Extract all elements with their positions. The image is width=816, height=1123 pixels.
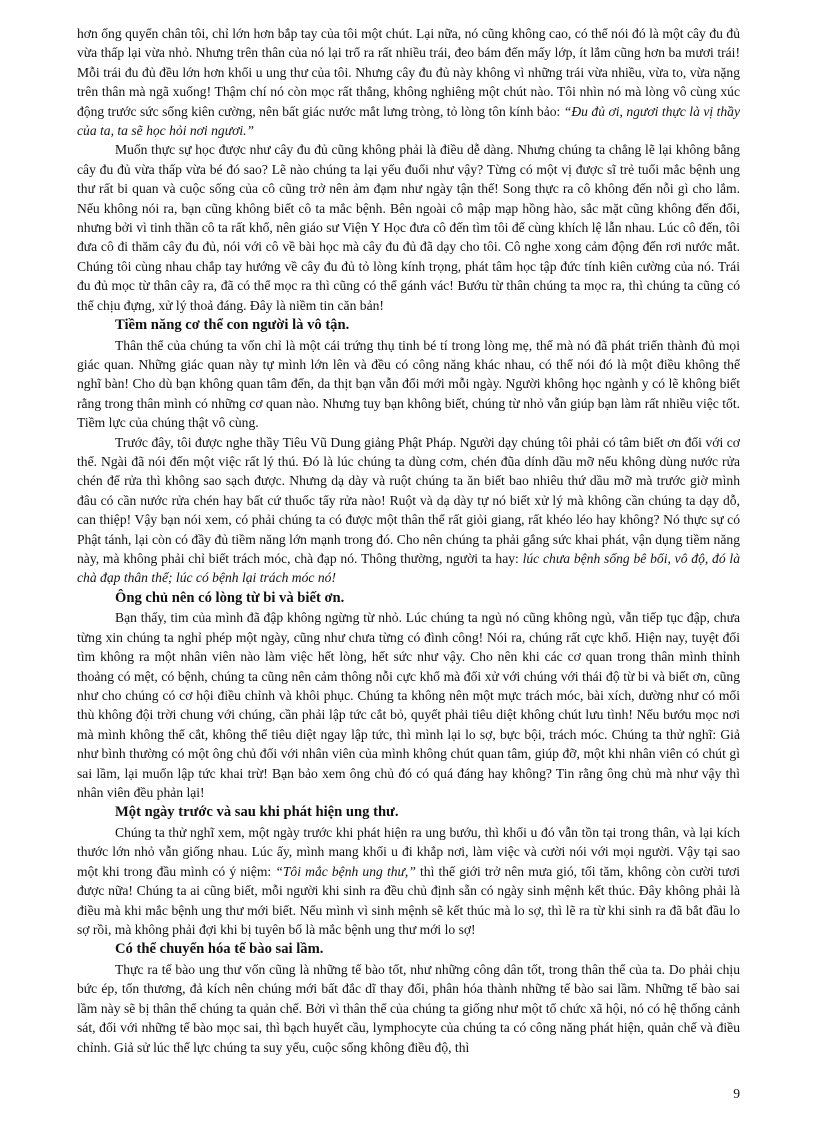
paragraph [77, 823, 740, 939]
paragraph-text: Chúng ta thử nghĩ xem, một ngày trước khi phát hiện ra ung bướu, thì khối u đó vẫn tồn tại trong thân, và lại kích thước lớn nhỏ vẫn giống nhau. Lúc ấy, mình mang khối u đi khắp nơi, làm việc và cười nói với mọi người. Vậy tại sao một khi trong đầu mình có ý niệm: [77, 824, 740, 879]
italic-quote: lúc chưa bệnh sống bê bối, vô độ, đó là chà đạp thân thể; lúc có bệnh lại trách móc nó! [77, 551, 740, 586]
paragraph [77, 336, 740, 433]
paragraph [77, 24, 740, 140]
paragraph-text: Thực ra tế bào ung thư vốn cũng là những tế bào tốt, như những công dân tốt, trong thân thể của ta. Do phải chịu bức ép, tổn thương, đả kích nên chúng mới bất đắc dĩ thay đổi, phân hóa thành những tế bào sai lầm. Những tế bào sai lầm này sẽ bị thân thể chúng ta quản chế. Bởi vì thân thể của chúng ta giống như một tổ chức xã hội, nó có hệ thống cảnh sát, đối với những tế bào mọc sai, thì bạch huyết cầu, lymphocyte của chúng ta có công năng phát hiện, quản chế và điều chỉnh. Giả sử lúc thể lực chúng ta suy yếu, cuộc sống không điều độ, thì [77, 961, 740, 1055]
document-body [77, 24, 740, 1057]
paragraph-text: Bạn thấy, tim của mình đã đập không ngừng từ nhỏ. Lúc chúng ta ngủ nó cũng không ngủ, vẫn tiếp tục đập, chưa từng xin chúng ta nghỉ phép một ngày, cũng như chưa từng có đình công! Nói ra, chúng rất cực khổ. Hiện nay, tuyệt đối tìm không ra một nhân viên nào làm việc hết lòng, hết sức như vậy. Cho nên khi các cơ quan trong thân mình thỉnh thoảng có mệt, có bệnh, chúng ta cũng nên cảm thông nỗi cực khổ mà đối xử với chúng với thái độ từ bi và biết ơn, cũng như cho chúng có cơ hội điều chỉnh và khôi phục. Chúng ta không nên một mực trách móc, bài xích, dường như có mối thù không đội trời chung với chúng, cần phải lập tức cắt bỏ, quyết phải tiêu diệt không chút lưu tình! Nếu bướu mọc nơi mà mình không thể cắt, không thể tiêu diệt ngay lập tức, thì mình lại lo sợ, bực bội, trách móc. Chúng ta thử nghĩ: Giả như bình thường có một ông chủ đối với nhân viên của mình không chút quan tâm, giúp đỡ, một khi nhân viên có chút gì sai lầm, lại muốn lập tức khai trừ! Bạn bảo xem ông chủ đó có quá đáng hay không? Tin rằng ông chủ mà như vậy thì nhân viên đều phản lại! [77, 610, 740, 801]
section-heading: Tiềm năng cơ thể con người là vô tận. [115, 317, 350, 334]
paragraph [77, 608, 740, 802]
section-heading: Có thể chuyển hóa tế bào sai lầm. [115, 941, 324, 958]
paragraph-text: hơn ống quyển chân tôi, chỉ lớn hơn bắp tay của tôi một chút. Lại nữa, nó cũng không cao, có thể nói đó là một cây đu đủ vừa thấp lại vừa nhỏ. Nhưng trên thân của nó lại trổ ra rất nhiều trái, đeo bám đến mấy lớp, ít lắm cũng hơn ba mươi trái! Mỗi trái đu đủ đều lớn hơn khối u ung thư của tôi. Nhưng cây đu đủ này không vì những trái vừa nhiều, vừa to, vừa nặng trên thân mà ngã xuống! Thậm chí nó còn mọc rất thẳng, không nghiêng một chút nào. Tôi nhìn nó mà lòng vô cùng xúc động trước sức sống kiên cường, nên bất giác nước mắt lưng tròng, tỏ lòng tôn kính bảo: [77, 26, 740, 119]
paragraph [77, 960, 740, 1057]
paragraph [77, 433, 740, 588]
paragraph-text: Muốn thực sự học được như cây đu đủ cũng không phải là điều dễ dàng. Nhưng chúng ta chẳng lẽ lại không bằng cây đu đủ vừa thấp vừa bé đó sao? Lẽ nào chúng ta lại yếu đuối như vậy? Từng có một vị được sĩ trẻ tuổi mắc bệnh ung thư rất bi quan và cuộc sống của cô cũng trở nên ảm đạm như ngày tận thế! Song thực ra cô không đến nỗi gì cho lắm. Nếu không nói ra, bạn cũng không biết cô ta mắc bệnh. Bên ngoài cô mập mạp hồng hào, sắc mặt cũng không đến đổi, nhưng bởi vì tinh thần cô ta rất khổ, nên giáo sư Viện Y Học đưa cô đến tìm tôi để cùng khích lệ lẫn nhau. Lúc cô đến, tôi đưa cô đi thăm cây đu đủ, nói với cô về bài học mà cây đu đủ đã dạy cho tôi. Cô nghe xong cảm động đến rơi nước mắt. Chúng tôi cùng nhau chắp tay hướng về cây đu đủ tỏ lòng kính trọng, phát tâm học tập đức tính kiên cường của nó. Trái đu đủ mọc từ thân cây ra, đã có thể mọc ra thì cũng có thể gánh vác! Bướu từ thân chúng ta mọc ra, thì chúng ta cũng có thể chịu đựng, xử lý thoả đáng. Đây là niềm tin căn bản! [77, 142, 740, 313]
paragraph-text: thì thế giới trở nên mưa gió, tối tăm, không còn cười tươi được nữa! Chúng ta ai cũng biết, mỗi người khi sinh ra đều chủ định sẵn có ngày sinh mệnh kết thúc. Đây không phải là điều mà khi mắc bệnh ung thư mới biết. Nếu mình vì sinh mệnh sẽ kết thúc mà lo sợ, thì lẽ ra từ khi sinh ra đã bắt đầu lo sợ rồi, mà không phải đợi khi bị tuyên bố là mắc bệnh ung thư mới lo sợ! [77, 863, 740, 937]
italic-quote: “Tôi mắc bệnh ung thư,” [275, 863, 416, 879]
italic-quote: “Đu đủ ơi, ngươi thực là vị thầy của ta, ta sẽ học hỏi nơi ngươi.” [77, 103, 740, 139]
paragraph-text: Thân thể của chúng ta vốn chỉ là một cái trứng thụ tinh bé tí trong lòng mẹ, thế mà nó đã phát triển thành đủ mọi giác quan. Những giác quan này tự mình lớn lên và đều có công năng khác nhau, có thể nói đó là một điều không thể nghĩ bàn! Cho dù bạn không quan tâm đến, da thịt bạn vẫn đổi mới mỗi ngày. Người không học ngành y có lẽ không biết rằng trong thân mình có những cơ quan nào. Nhưng tuy bạn không biết, chúng từ nhỏ vẫn giúp bạn làm rất nhiều việc tốt. Tiềm lực của chúng thật vô cùng. [77, 337, 740, 431]
page-number: 9 [733, 1086, 740, 1101]
paragraph-text: Trước đây, tôi được nghe thầy Tiêu Vũ Dung giảng Phật Pháp. Người dạy chúng tôi phải có tâm biết ơn đối với cơ thể. Ngài đã nói đến một việc rất lý thú. Đó là lúc chúng ta dùng cơm, chén đũa dính dầu mỡ nếu không dùng nước rửa chén để rửa thì không sao sạch được. Nhưng dạ dày và ruột chúng ta ăn biết bao nhiêu thứ dầu mỡ mà trước giờ mình đâu có cần nước rửa chén hay bất cứ thuốc tẩy rửa nào! Ruột và dạ dày tự nó biết xử lý mà không cần chúng ta dạy dỗ, can thiệp! Vậy bạn nói xem, có phải chúng ta có được một thân thể rất giỏi giang, rất khéo léo hay không? Nó thực sự có Phật tánh, lại còn có đầy đủ tiềm năng lớn mạnh trong đó. Cho nên chúng ta phải gắng sức khai phát, vận dụng tiềm năng này, mà không phải chỉ biết trách móc, chà đạp nó. Thông thường, người ta hay: [77, 434, 740, 567]
section-heading: Một ngày trước và sau khi phát hiện ung thư. [115, 804, 399, 821]
paragraph [77, 140, 740, 315]
section-heading: Ông chủ nên có lòng từ bi và biết ơn. [115, 589, 345, 606]
